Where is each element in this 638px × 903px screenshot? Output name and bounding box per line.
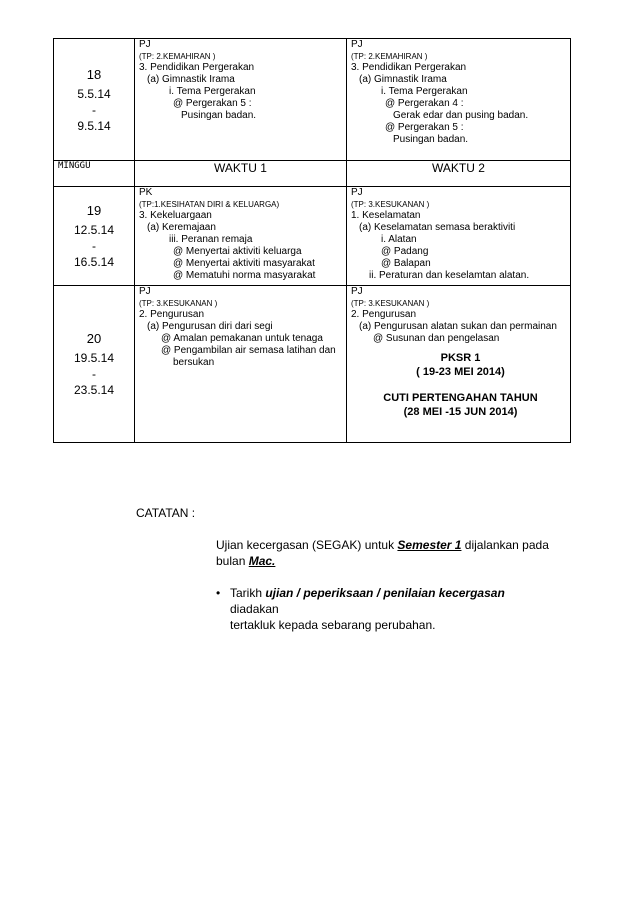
note-text: bulan: [216, 554, 249, 568]
week-dash: -: [92, 367, 96, 381]
week-dash: -: [92, 239, 96, 253]
note-text: dijalankan pada: [461, 538, 549, 552]
subject-code: PJ: [351, 39, 363, 50]
week-cell: [54, 286, 135, 443]
activity-line: @ Pergerakan 5 :: [385, 122, 464, 133]
theme-line: ii. Peraturan dan keselamtan alatan.: [369, 270, 530, 281]
schedule-table: [53, 38, 571, 443]
pksr-dates: ( 19-23 MEI 2014): [416, 366, 505, 378]
unit-title: 2. Pengurusan: [351, 309, 417, 320]
note-text: diadakan: [230, 602, 279, 616]
activity-line: @ Pergerakan 4 :: [385, 98, 464, 109]
week-to: 9.5.14: [77, 118, 111, 133]
notes-section: [136, 505, 556, 633]
activity-detail: Gerak edar dan pusing badan.: [393, 110, 529, 121]
sub-unit: (a) Gimnastik Irama: [359, 74, 447, 85]
topic-code: (TP: 3.KESUKANAN ): [351, 200, 430, 209]
activity-line: @ Amalan pemakanan untuk tenaga: [161, 333, 323, 344]
unit-title: 2. Pengurusan: [139, 309, 205, 320]
notes-heading: CATATAN :: [136, 506, 196, 520]
activity-line: @ Pergerakan 5 :: [173, 98, 252, 109]
activity-detail: Pusingan badan.: [181, 110, 257, 121]
holiday-notice: [351, 391, 570, 419]
activity-line: @ Menyertai aktiviti keluarga: [173, 246, 302, 257]
unit-title: 3. Kekeluargaan: [139, 210, 212, 221]
subject-code: PJ: [139, 39, 151, 50]
theme-line: i. Tema Pergerakan: [381, 86, 468, 97]
sub-unit: (a) Gimnastik Irama: [147, 74, 235, 85]
activity-detail: Pusingan badan.: [393, 134, 469, 145]
table-row: [54, 286, 571, 443]
sub-unit: (a) Keremajaan: [147, 222, 216, 233]
week-to: 16.5.14: [73, 255, 115, 269]
week-from: 12.5.14: [73, 223, 115, 237]
topic-code: (TP: 2.KEMAHIRAN ): [139, 52, 216, 61]
waktu1-cell: [135, 187, 347, 286]
note-emphasis: ujian / peperiksaan / penilaian kecergasan: [265, 586, 505, 600]
activity-line: @ Mematuhi norma masyarakat: [173, 270, 316, 281]
activity-line: @ Padang: [381, 246, 429, 257]
note-tarikh: [216, 585, 556, 633]
waktu1-cell: [135, 39, 347, 161]
sub-unit: (a) Pengurusan diri dari segi: [147, 321, 273, 332]
holiday-title: CUTI PERTENGAHAN TAHUN: [383, 392, 538, 404]
bullet-icon: •: [216, 586, 221, 600]
theme-line: i. Alatan: [381, 234, 417, 245]
minggu-header: MINGGU: [54, 161, 135, 187]
week-dash: -: [92, 102, 96, 117]
topic-code: (TP: 3.KESUKANAN ): [351, 299, 430, 308]
table-row: [54, 187, 571, 286]
note-emphasis: Mac.: [248, 554, 276, 568]
topic-code: (TP: 3.KESUKANAN ): [139, 299, 218, 308]
week-number: 18: [86, 66, 102, 82]
sub-unit: (a) Keselamatan semasa beraktiviti: [359, 222, 516, 233]
activity-line: @ Balapan: [381, 258, 431, 269]
pksr-title: PKSR 1: [440, 352, 481, 364]
table-header-row: [54, 161, 571, 187]
activity-line: @ Pengambilan air semasa latihan dan: [161, 345, 336, 356]
note-text: Tarikh: [230, 586, 266, 600]
unit-title: 3. Pendidikan Pergerakan: [139, 62, 255, 73]
waktu2-cell: [347, 286, 571, 443]
activity-detail: bersukan: [173, 357, 215, 368]
holiday-dates: (28 MEI -15 JUN 2014): [403, 406, 518, 418]
subject-code: PJ: [351, 286, 363, 297]
waktu1-cell: [135, 286, 347, 443]
subject-code: PK: [139, 187, 153, 198]
topic-code: (TP: 2.KEMAHIRAN ): [351, 52, 428, 61]
theme-line: i. Tema Pergerakan: [169, 86, 256, 97]
activity-line: @ Menyertai aktiviti masyarakat: [173, 258, 315, 269]
week-to: 23.5.14: [73, 383, 115, 397]
waktu2-header: WAKTU 2: [347, 161, 571, 187]
waktu2-cell: [347, 187, 571, 286]
week-from: 19.5.14: [73, 351, 115, 365]
unit-title: 1. Keselamatan: [351, 210, 421, 221]
unit-title: 3. Pendidikan Pergerakan: [351, 62, 467, 73]
subject-code: PJ: [351, 187, 363, 198]
activity-line: @ Susunan dan pengelasan: [373, 333, 500, 344]
week-number: 19: [86, 203, 102, 218]
week-cell: [54, 187, 135, 286]
note-text: tertakluk kepada sebarang perubahan.: [230, 618, 436, 632]
table-row: [54, 39, 571, 161]
note-text: Ujian kecergasan (SEGAK) untuk: [216, 538, 398, 552]
week-cell: [54, 39, 135, 161]
waktu2-cell: [347, 39, 571, 161]
waktu1-header: WAKTU 1: [135, 161, 347, 187]
note-segak: [216, 537, 556, 569]
week-from: 5.5.14: [77, 86, 111, 101]
week-number: 20: [86, 331, 102, 346]
sub-unit: (a) Pengurusan alatan sukan dan permainan: [359, 321, 557, 332]
topic-code: (TP:1.KESIHATAN DIRI & KELUARGA): [139, 200, 280, 209]
note-emphasis: Semester 1: [397, 538, 462, 552]
subject-code: PJ: [139, 286, 151, 297]
pksr-notice: [351, 351, 570, 379]
theme-line: iii. Peranan remaja: [169, 234, 253, 245]
